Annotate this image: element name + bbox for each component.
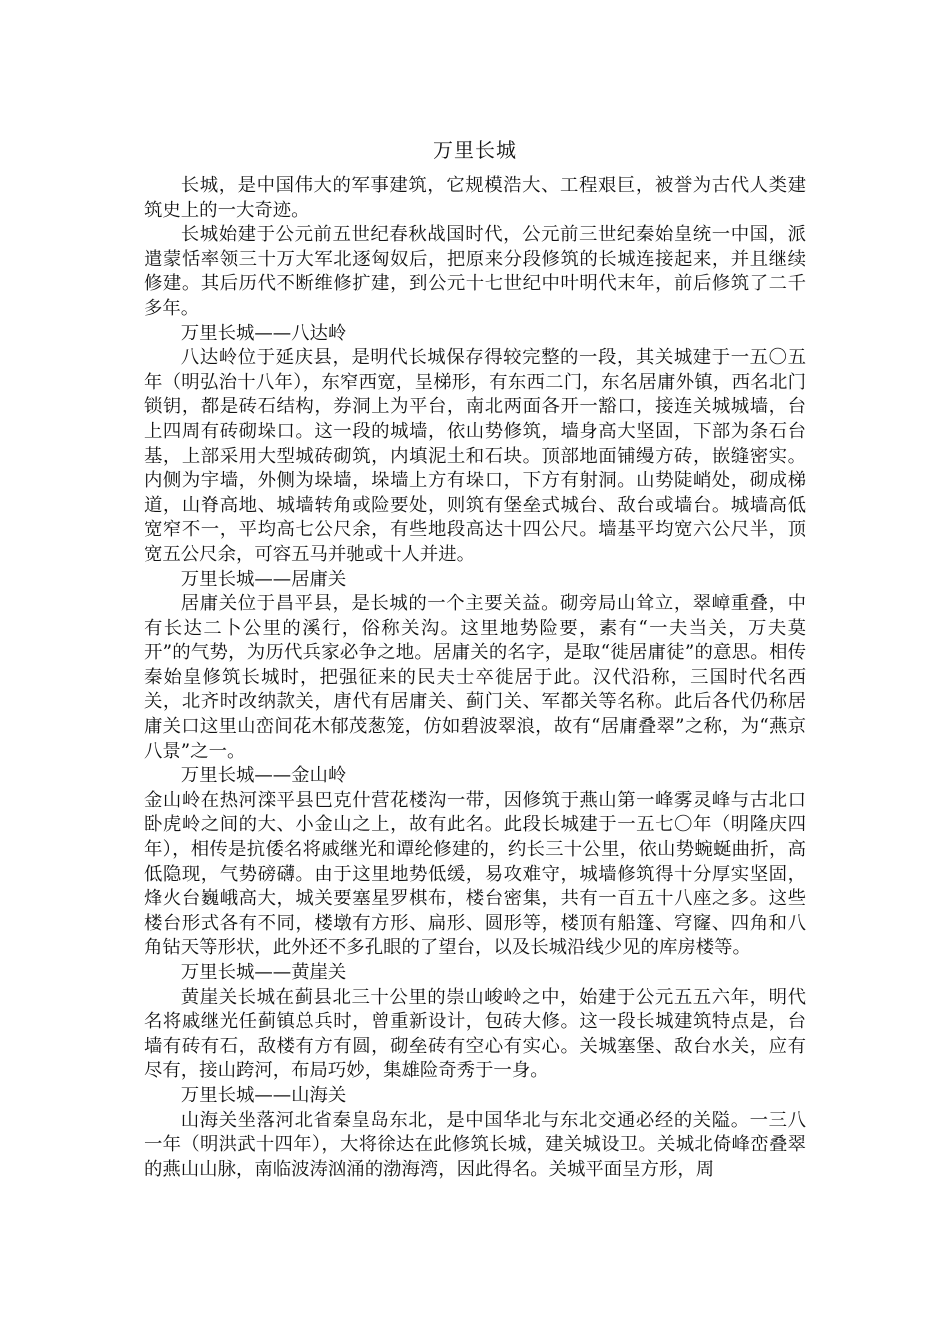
paragraph-huangyaguan: 黄崖关长城在蓟县北三十公里的崇山峻岭之中，始建于公元五五六年，明代名将戚继光任蓟镇总兵时，曾重新设计，包砖大修。这一段长城建筑特点是，台墙有砖有石，敌楼有方有圆，砌垒砖有空心有实心。关城塞堡、敌台水关，应有尽有，接山跨河，布局巧妙，集雄险奇秀于一身。 — [144, 986, 806, 1082]
section-heading-jinshanling: 万里长城——金山岭 — [180, 765, 347, 787]
document-title: 万里长城 — [433, 138, 517, 162]
document-page — [144, 128, 806, 1182]
paragraph-badaling: 八达岭位于延庆县，是明代长城保存得较完整的一段，其关城建于一五〇五年（明弘治十八年），东窄西宽，呈梯形，有东西二门，东名居庸外镇，西名北门锁钥，都是砖石结构，券洞上为平台，南北两面各开一豁口，接连关城城墙，台上四周有砖砌垛口。这一段的城墙，依山势修筑，墙身高大坚固，下部为条石台基，上部采用大型城砖砌筑，内填泥土和石块。顶部地面铺缦方砖，嵌缝密实。内侧为宇墙，外侧为垛墙，垛墙上方有垛口，下方有射洞。山势陡峭处，砌成梯道，山脊高地、城墙转角或险要处，则筑有堡垒式城台、敌台或墙台。城墙高低宽窄不一，平均高七公尺余，有些地段高达十四公尺。墙基平均宽六公尺半，顶宽五公尺余，可容五马并驰或十人并进。 — [144, 347, 806, 565]
section-heading-badaling: 万里长城——八达岭 — [180, 322, 347, 344]
section-heading-shanhaiguan: 万里长城——山海关 — [180, 1084, 347, 1106]
paragraph-shanhaiguan: 山海关坐落河北省秦皇岛东北，是中国华北与东北交通必经的关隘。一三八一年（明洪武十四年），大将徐达在此修筑长城，建关城设卫。关城北倚峰峦叠翠的燕山山脉，南临波涛汹涌的渤海湾，因此得名。关城平面呈方形，周 — [144, 1109, 806, 1180]
paragraph-jinshanling: 金山岭在热河滦平县巴克什营花楼沟一带，因修筑于燕山第一峰雾灵峰与古北口卧虎岭之间的大、小金山之上，故有此名。此段长城建于一五七〇年（明隆庆四年），相传是抗倭名将戚继光和谭纶修建的，约长三十公里，依山势蜿蜒曲折，高低隐现，气势磅礴。由于这里地势低缓，易攻难守，城墙修筑得十分厚实坚固，烽火台巍峨高大，城关要塞星罗棋布，楼台密集，共有一百五十八座之多。这些楼台形式各有不同，楼墩有方形、扁形、圆形等，楼顶有船篷、穹窿、四角和八角钻天等形状，此外还不多孔眼的了望台，以及长城沿线少见的库房楼等。 — [144, 789, 806, 959]
section-heading-juyongguan: 万里长城——居庸关 — [180, 568, 347, 590]
paragraph-history: 长城始建于公元前五世纪春秋战国时代，公元前三世纪秦始皇统一中国，派遣蒙恬率领三十万大军北逐匈奴后，把原来分段修筑的长城连接起来，并且继续修建。其后历代不断维修扩建，到公元十七世纪中叶明代末年，前后修筑了二千多年。 — [144, 224, 806, 319]
section-heading-huangyaguan: 万里长城——黄崖关 — [180, 962, 347, 983]
paragraph-juyongguan: 居庸关位于昌平县，是长城的一个主要关益。砌旁局山耸立，翠嶂重叠，中有长达二卜公里的溪行，俗称关沟。这里地势险要，素有“一夫当关，万夫莫开”的气势，为历代兵家必争之地。居庸关的名字，是取“徙居庸徒”的意思。相传秦始皇修筑长城时，把强征来的民夫士卒徙居于此。汉代沿称，三国时代名西关，北齐时改纳款关，唐代有居庸关、蓟门关、军都关等名称。此后各代仍称居庸关口这里山峦间花木郁茂葱笼，仿如碧波翠浪，故有“居庸叠翠”之称，为“燕京八景”之一。 — [144, 593, 806, 762]
paragraph-intro: 长城，是中国伟大的军事建筑，它规模浩大、工程艰巨，被誉为古代人类建筑史上的一大奇迹。 — [144, 175, 806, 221]
